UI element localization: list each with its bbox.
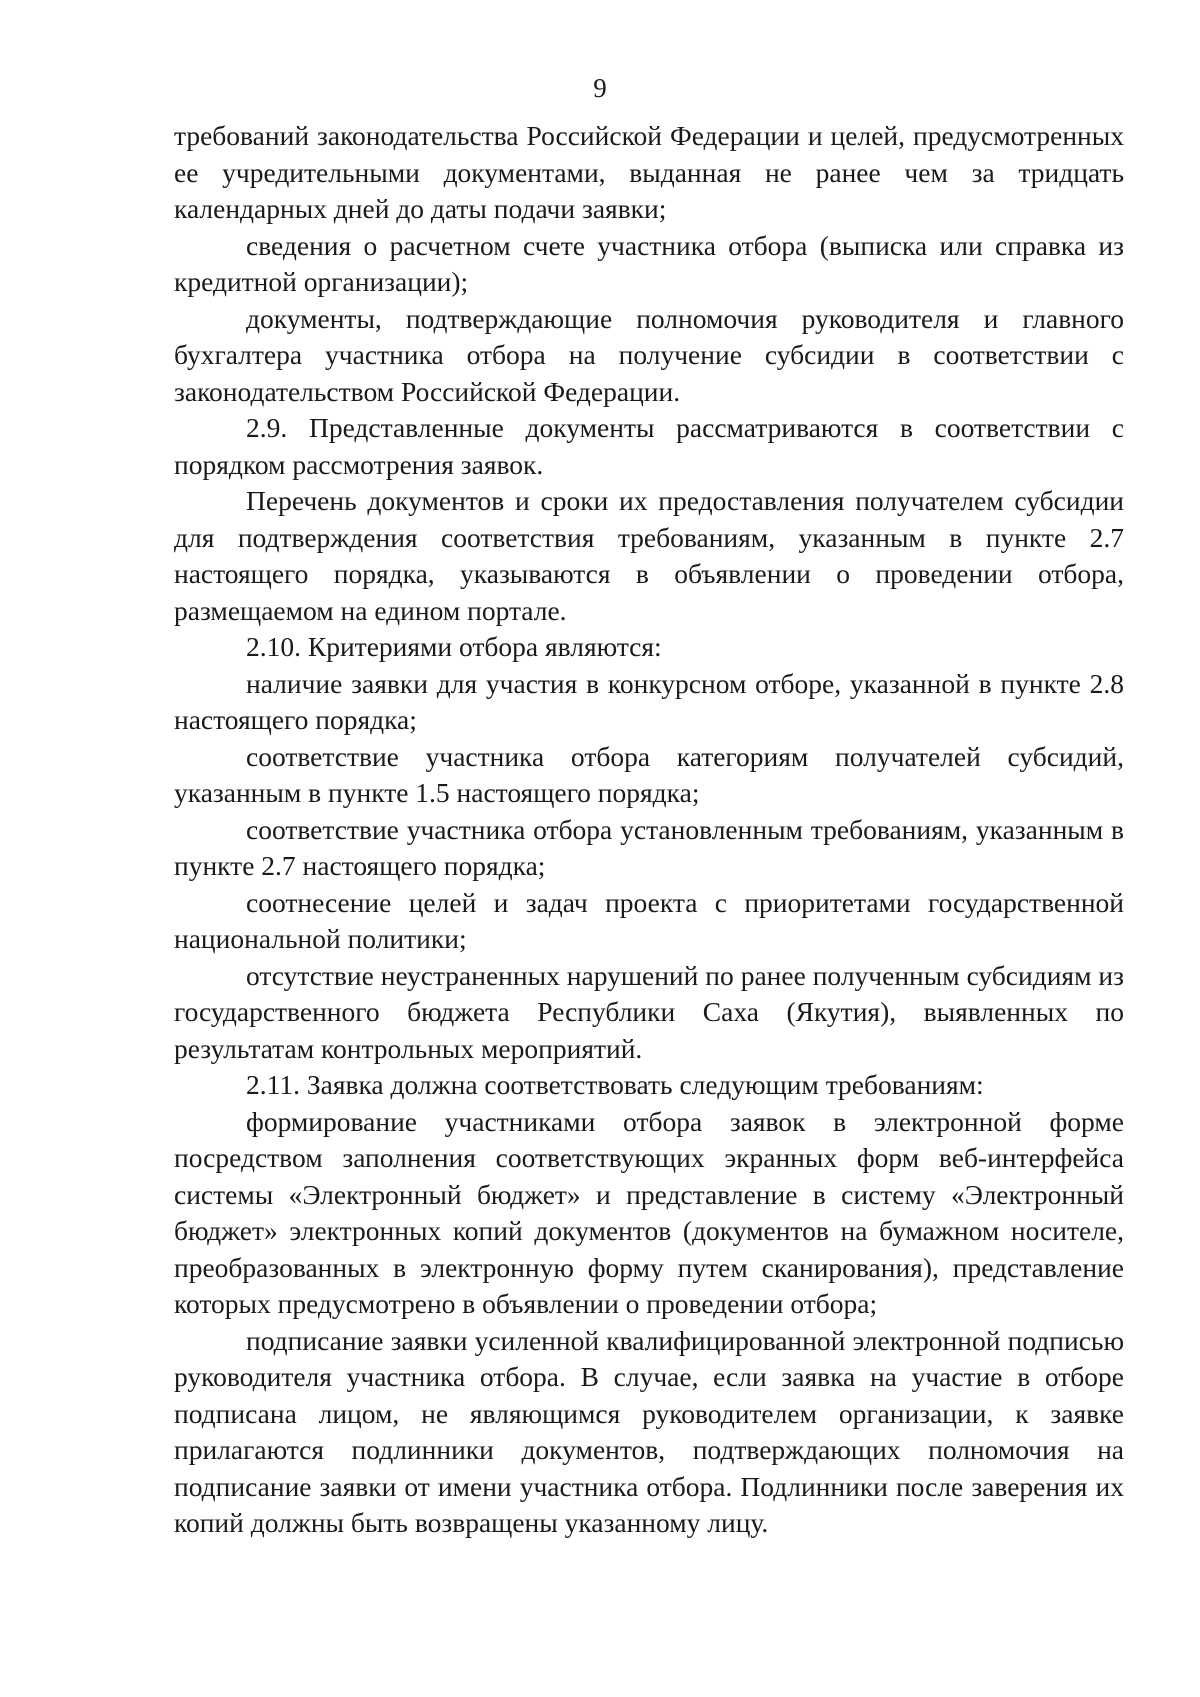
paragraph: документы, подтверждающие полномочия руководителя и главного бухгалтера участника отбора на получение субсидии в соответствии с законодательством Российской Федерации.	[174, 302, 1124, 407]
paragraph-section-2-9: 2.9. Представленные документы рассматриваются в соответствии с порядком рассмотрения заявок.	[174, 412, 1124, 480]
paragraph: подписание заявки усиленной квалифицированной электронной подписью руководителя участника отбора. В случае, если заявка на участие в отборе подписана лицом, не являющимся руководителем организации, к заявке прилагаются подлинники документов, подтверждающих полномочия на подписание заявки от имени участника отбора. Подлинники после заверения их копий должны быть возвращены указанному лицу.	[174, 1324, 1124, 1538]
paragraph: формирование участниками отбора заявок в электронной форме посредством заполнения соответствующих экранных форм веб-интерфейса системы «Электронный бюджет» и представление в систему «Электронный бюджет» электронных копий документов (документов на бумажном носителе, преобразованных в электронную форму путем сканирования), представление которых предусмотрено в объявлении о проведении отбора;	[174, 1105, 1124, 1319]
paragraph: отсутствие неустраненных нарушений по ранее полученным субсидиям из государственного бюджета Республики Саха (Якутия), выявленных по результатам контрольных мероприятий.	[174, 959, 1124, 1064]
paragraph: Перечень документов и сроки их предоставления получателем субсидии для подтверждения соответствия требованиям, указанным в пункте 2.7 настоящего порядка, указываются в объявлении о проведении отбора, размещаемом на едином портале.	[174, 485, 1124, 626]
paragraph-section-2-10: 2.10. Критериями отбора являются:	[246, 631, 662, 662]
paragraph: соотнесение целей и задач проекта с приоритетами государственной национальной политики;	[174, 886, 1124, 954]
paragraph: сведения о расчетном счете участника отбора (выписка или справка из кредитной организации);	[174, 229, 1124, 297]
page-number: 9	[593, 73, 607, 103]
paragraph: соответствие участника отбора категориям получателей субсидий, указанным в пункте 1.5 настоящего порядка;	[174, 740, 1124, 808]
paragraph: соответствие участника отбора установленным требованиям, указанным в пункте 2.7 настоящего порядка;	[174, 813, 1124, 881]
document-body	[174, 118, 1124, 1542]
paragraph: наличие заявки для участия в конкурсном отборе, указанной в пункте 2.8 настоящего порядка;	[174, 667, 1124, 735]
paragraph-continuation: требований законодательства Российской Федерации и целей, предусмотренных ее учредительными документами, выданная не ранее чем за тридцать календарных дней до даты подачи заявки;	[174, 120, 1124, 224]
paragraph-section-2-11: 2.11. Заявка должна соответствовать следующим требованиям:	[246, 1069, 984, 1100]
